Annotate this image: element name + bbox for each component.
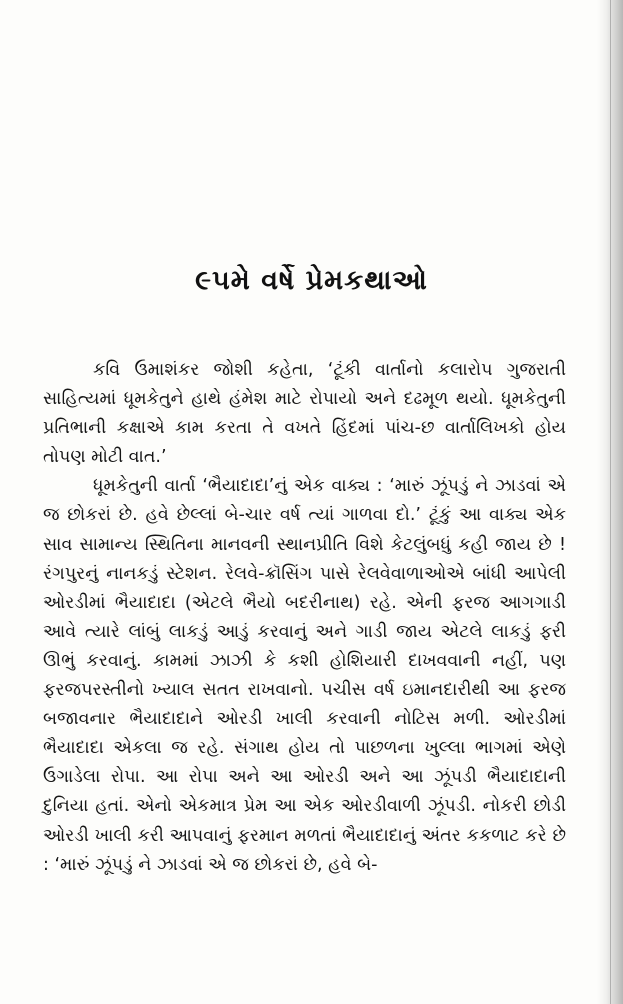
body-text [43,356,566,880]
paragraph-1: કવિ ઉમાશંકર જોશી કહેતા, ‘ટૂંકી વાર્તાનો કલારોપ ગુજરાતી સાહિત્યમાં ધૂમકેતુને હાથે હંમેશ માટે રોપાયો અને દઢમૂળ થયો. ધૂમકેતુની પ્રતિભાની કક્ષાએ કામ કરતા તે વખતે હિંદમાં પાંચ-છ વાર્તાલિખકો હોય તોપણ મોટી વાત.’ [43,360,566,468]
binding-edge [610,0,611,1004]
chapter-title: ૯૫મે વર્ષે પ્રેમકથાઓ [195,265,428,296]
paragraph-2: ધૂમકેતુની વાર્તા ‘ભૈયાદાદા’નું એક વાક્ય : ‘મારું ઝૂંપડું ને ઝાડવાં એ જ છોકરાં છે. હવે છેલ્લાં બે-ચાર વર્ષ ત્યાં ગાળવા દો.’ ટૂંકું આ વાક્ય એક સાવ સામાન્ય સ્થિતિના માનવની સ્થાનપ્રીતિ વિશે કેટલુંબધું કહી જાય છે ! રંગપુરનું નાનકડું સ્ટેશન. રેલવે-ક્રૉસિંગ પાસે રેલવેવાળાઓએ બાંધી આપેલી ઓરડીમાં ભૈયાદાદા (એટલે ભૈયો બદરીનાથ) રહે. એની ફરજ આગગાડી આવે ત્યારે લાંબું લાકડું આડું કરવાનું અને ગાડી જાય એટલે લાકડું ફરી ઊભું કરવાનું. કામમાં ઝાઝી કે કશી હોશિયારી દાખવવાની નહીં, પણ ફરજપરસ્તીનો ખ્યાલ સતત રાખવાનો. પચીસ વર્ષ ઇમાનદારીથી આ ફરજ બજાવનાર ભૈયાદાદાને ઓરડી ખાલી કરવાની નોટિસ મળી. ઓરડીમાં ભૈયાદાદા એકલા જ રહે. સંગાથ હોય તો પાછળના ખુલ્લા ભાગમાં એણે ઉગાડેલા રોપા. આ રોપા અને આ ઓરડી અને આ ઝૂંપડી ભૈયાદાદાની દુનિયા હતાં. એનો એકમાત્ર પ્રેમ આ એક ઓરડીવાળી ઝૂંપડી. નોકરી છોડી ઓરડી ખાલી કરી આપવાનું ફરમાન મળતાં ભૈયાદાદાનું અંતર કકળાટ કરે છે : ‘મારું ઝૂંપડું ને ઝાડવાં એ જ છોકરાં છે, હવે બે- [43,476,566,875]
